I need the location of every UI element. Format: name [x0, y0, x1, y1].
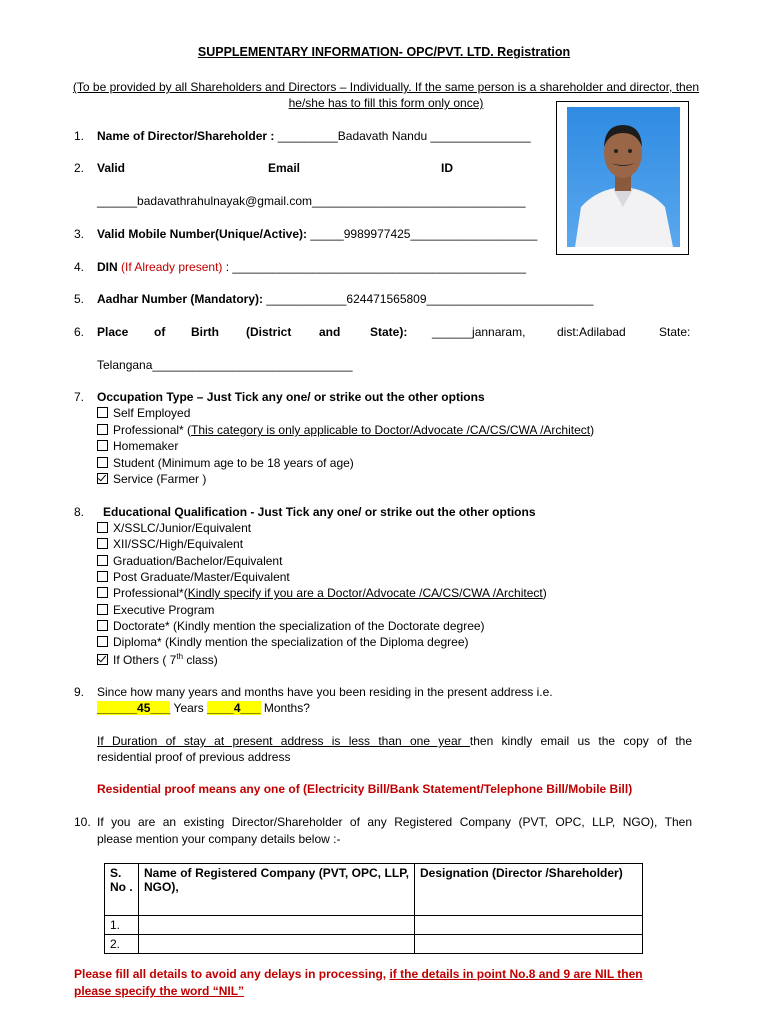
- q3-label: Valid Mobile Number(Unique/Active):: [97, 227, 308, 241]
- checkbox[interactable]: [97, 424, 108, 435]
- occupation-option[interactable]: Homemaker: [97, 439, 178, 453]
- q10-question: If you are an existing Director/Shareholder of any Registered Company (PVT, OPC, LLP, NGO), Then: [97, 815, 692, 829]
- checkbox[interactable]: [97, 538, 108, 549]
- q2-number: 2.: [74, 161, 85, 175]
- q10-number: 10.: [74, 815, 91, 829]
- row-number: 1.: [105, 916, 139, 935]
- q6-value-state[interactable]: Telangana______________________________: [97, 358, 353, 372]
- q4-number: 4.: [74, 260, 85, 274]
- q4-row: [97, 260, 526, 274]
- qualification-option[interactable]: Doctorate* (Kindly mention the specialization of the Doctorate degree): [97, 619, 485, 633]
- q1-label: Name of Director/Shareholder :: [97, 129, 275, 143]
- qualification-option[interactable]: If Others ( 7th class): [97, 652, 218, 667]
- q6-word: Place: [97, 325, 129, 339]
- residential-proof-note: Residential proof means any one of (Electricity Bill/Bank Statement/Telephone Bill/Mobile Bill): [97, 782, 633, 796]
- q9-answer-row: ______45___ Years ____4___ Months?: [97, 701, 310, 715]
- qualification-option[interactable]: X/SSLC/Junior/Equivalent: [97, 521, 251, 535]
- designation-cell[interactable]: [415, 935, 643, 954]
- designation-cell[interactable]: [415, 916, 643, 935]
- row-number: 2.: [105, 935, 139, 954]
- q9-duration-note: If Duration of stay at present address is less than one year then kindly email us the copy of the: [97, 734, 692, 748]
- q5-number: 5.: [74, 292, 85, 306]
- form-intro: (To be provided by all Shareholders and Directors – Individually. If the same person is a shareholder and director, then he/she has to fill this form only once): [72, 80, 700, 110]
- q6-word: State):: [370, 325, 408, 339]
- q1-row: [97, 129, 531, 143]
- occupation-option[interactable]: Professional* (This category is only applicable to Doctor/Advocate /CA/CS/CWA /Architect): [97, 423, 594, 437]
- q6-word: (District: [246, 325, 292, 339]
- q7-number: 7.: [74, 390, 85, 404]
- q3-value[interactable]: _____9989977425___________________: [307, 227, 538, 241]
- q9-question: Since how many years and months have you been residing in the present address i.e.: [97, 685, 553, 699]
- q4-label: DIN: [97, 260, 118, 274]
- q9-number: 9.: [74, 685, 85, 699]
- checkbox[interactable]: [97, 522, 108, 533]
- q2-word-email: Email: [268, 161, 301, 175]
- q6-word: Birth: [191, 325, 219, 339]
- occupation-option[interactable]: Student (Minimum age to be 18 years of age): [97, 456, 354, 470]
- applicant-photo-frame: [556, 101, 689, 255]
- years-value[interactable]: ______45___: [97, 701, 171, 715]
- footer-note: Please fill all details to avoid any delays in processing, if the details in point No.8 and 9 are NIL then: [74, 967, 643, 981]
- q5-label: Aadhar Number (Mandatory):: [97, 292, 264, 306]
- q9-duration-note-line2: residential proof of previous address: [97, 750, 291, 764]
- column-header-company: Name of Registered Company (PVT, OPC, LLP, NGO),: [139, 864, 415, 916]
- q2-word-valid: Valid: [97, 161, 126, 175]
- q5-row: [97, 292, 593, 306]
- q6-word: and: [319, 325, 341, 339]
- company-name-cell[interactable]: [139, 935, 415, 954]
- q3-number: 3.: [74, 227, 85, 241]
- q8-number: 8.: [74, 505, 85, 519]
- q2-word-id: ID: [441, 161, 453, 175]
- table-row: [105, 935, 643, 954]
- checkbox[interactable]: [97, 620, 108, 631]
- qualification-option[interactable]: XII/SSC/High/Equivalent: [97, 537, 243, 551]
- checkbox[interactable]: [97, 604, 108, 615]
- qualification-option[interactable]: Diploma* (Kindly mention the specialization of the Diploma degree): [97, 635, 469, 649]
- form-title: SUPPLEMENTARY INFORMATION- OPC/PVT. LTD. Registration: [197, 45, 571, 59]
- checkbox-checked[interactable]: [97, 473, 108, 484]
- checkbox[interactable]: [97, 636, 108, 647]
- qualification-option[interactable]: Post Graduate/Master/Equivalent: [97, 570, 290, 584]
- qualification-option[interactable]: Professional*(Kindly specify if you are a Doctor/Advocate /CA/CS/CWA /Architect): [97, 586, 547, 600]
- q5-value[interactable]: ____________624471565809_________________________: [263, 292, 594, 306]
- months-value[interactable]: ____4___: [207, 701, 261, 715]
- company-name-cell[interactable]: [139, 916, 415, 935]
- checkbox[interactable]: [97, 457, 108, 468]
- checkbox[interactable]: [97, 440, 108, 451]
- q10-question-line2: please mention your company details below :-: [97, 832, 341, 846]
- table-row: [105, 916, 643, 935]
- occupation-option[interactable]: Service (Farmer ): [97, 472, 206, 486]
- column-header-sno: S. No .: [105, 864, 139, 916]
- q2-value[interactable]: ______badavathrahulnayak@gmail.com________________________________: [97, 194, 526, 208]
- applicant-photo: [567, 107, 680, 247]
- q1-value[interactable]: _________Badavath Nandu _______________: [274, 129, 531, 143]
- q3-row: [97, 227, 537, 241]
- company-details-table: [104, 863, 643, 954]
- footer-note-line2: please specify the word “NIL”: [74, 984, 245, 998]
- q6-value-place[interactable]: ______jannaram,: [432, 325, 526, 339]
- qualification-option[interactable]: Graduation/Bachelor/Equivalent: [97, 554, 282, 568]
- qualification-option[interactable]: Executive Program: [97, 603, 214, 617]
- q4-value[interactable]: : ____________________________________________: [222, 260, 527, 274]
- q6-value-district[interactable]: dist:Adilabad: [557, 325, 626, 339]
- checkbox[interactable]: [97, 587, 108, 598]
- column-header-designation: Designation (Director /Shareholder): [415, 864, 643, 916]
- q7-heading: Occupation Type – Just Tick any one/ or strike out the other options: [97, 390, 485, 404]
- checkbox[interactable]: [97, 407, 108, 418]
- q4-note: (If Already present): [121, 260, 223, 274]
- occupation-option[interactable]: Self Employed: [97, 406, 190, 420]
- q6-number: 6.: [74, 325, 85, 339]
- checkbox[interactable]: [97, 555, 108, 566]
- q8-heading: Educational Qualification - Just Tick any one/ or strike out the other options: [103, 505, 536, 519]
- q6-word: State:: [659, 325, 691, 339]
- checkbox-checked[interactable]: [97, 654, 108, 665]
- checkbox[interactable]: [97, 571, 108, 582]
- q6-word: of: [154, 325, 166, 339]
- q1-number: 1.: [74, 129, 85, 143]
